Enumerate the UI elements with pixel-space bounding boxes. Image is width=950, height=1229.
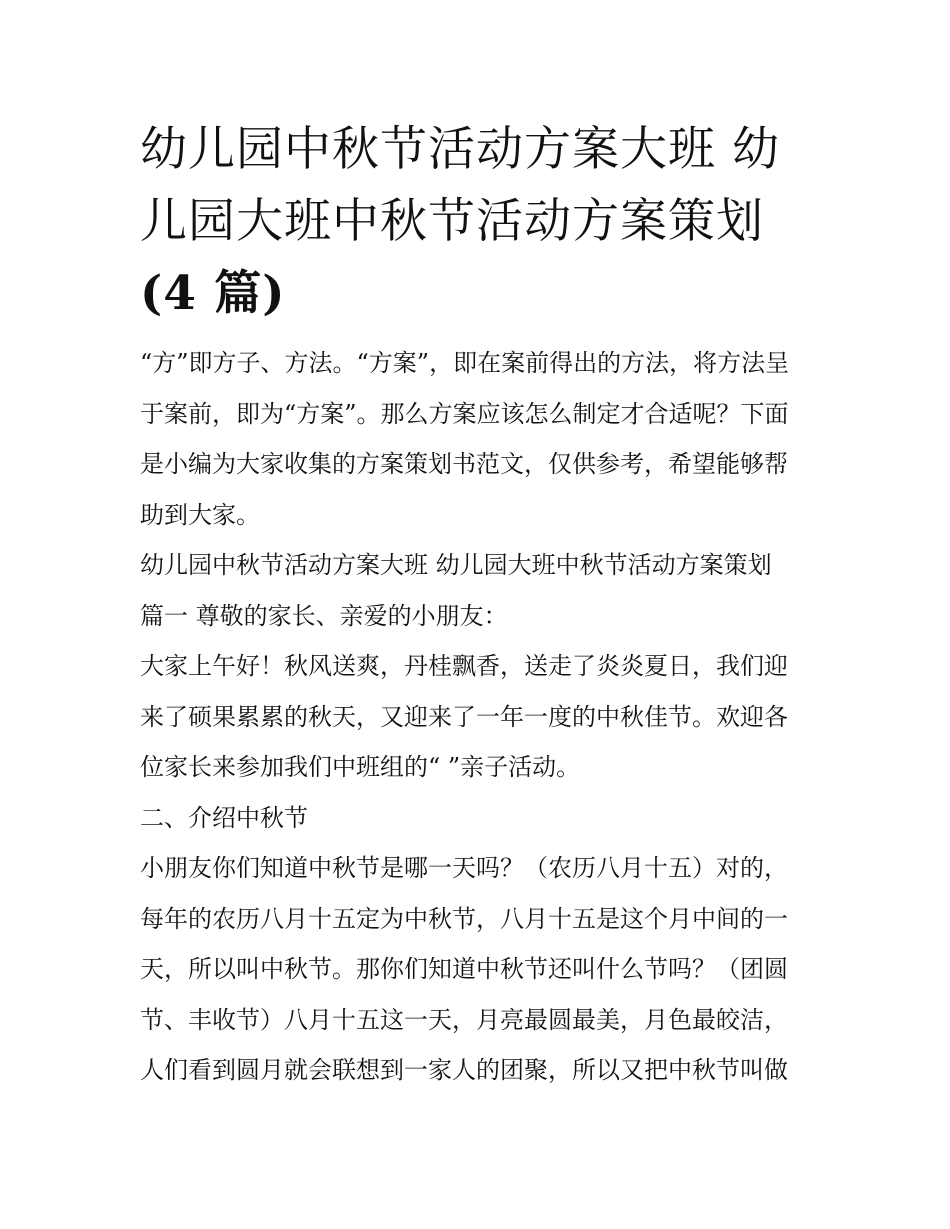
section-heading-line: 二、介绍中秋节 <box>140 803 308 832</box>
body-line: 节、丰收节）八月十五这一天，月亮最圆最美，月色最皎洁， <box>140 1005 788 1034</box>
document-body <box>140 338 812 1096</box>
body-line: 篇一 尊敬的家长、亲爱的小朋友： <box>140 601 508 630</box>
title-line: 儿园大班中秋节活动方案策划 <box>140 194 764 249</box>
body-line: 来了硕果累累的秋天，又迎来了一年一度的中秋佳节。欢迎各 <box>140 702 788 731</box>
body-line: 是小编为大家收集的方案策划书范文，仅供参考，希望能够帮 <box>140 450 788 478</box>
body-line: 小朋友你们知道中秋节是哪一天吗？（农历八月十五）对的， <box>140 854 788 882</box>
title-line: 幼儿园中秋节活动方案大班 幼 <box>140 122 780 177</box>
body-line: 助到大家。 <box>140 500 260 529</box>
section-heading-line: 幼儿园中秋节活动方案大班 幼儿园大班中秋节活动方案策划 <box>140 551 772 579</box>
title-line: (4 篇) <box>140 266 286 321</box>
body-line: 于案前，即为“方案”。那么方案应该怎么制定才合适呢？下面 <box>140 399 789 428</box>
body-line: “方”即方子、方法。“方案”，即在案前得出的方法，将方法呈 <box>140 349 790 377</box>
body-line: 位家长来参加我们中班组的“ ”亲子活动。 <box>140 753 581 781</box>
document-content <box>140 114 812 1096</box>
body-line: 每年的农历八月十五定为中秋节，八月十五是这个月中间的一 <box>140 904 788 933</box>
document-title <box>140 114 812 330</box>
body-line: 大家上午好！秋风送爽，丹桂飘香，送走了炎炎夏日，我们迎 <box>140 652 788 680</box>
body-line: 天，所以叫中秋节。那你们知道中秋节还叫什么节吗？（团圆 <box>140 955 788 983</box>
body-line: 人们看到圆月就会联想到一家人的团聚，所以又把中秋节叫做 <box>140 1056 788 1084</box>
